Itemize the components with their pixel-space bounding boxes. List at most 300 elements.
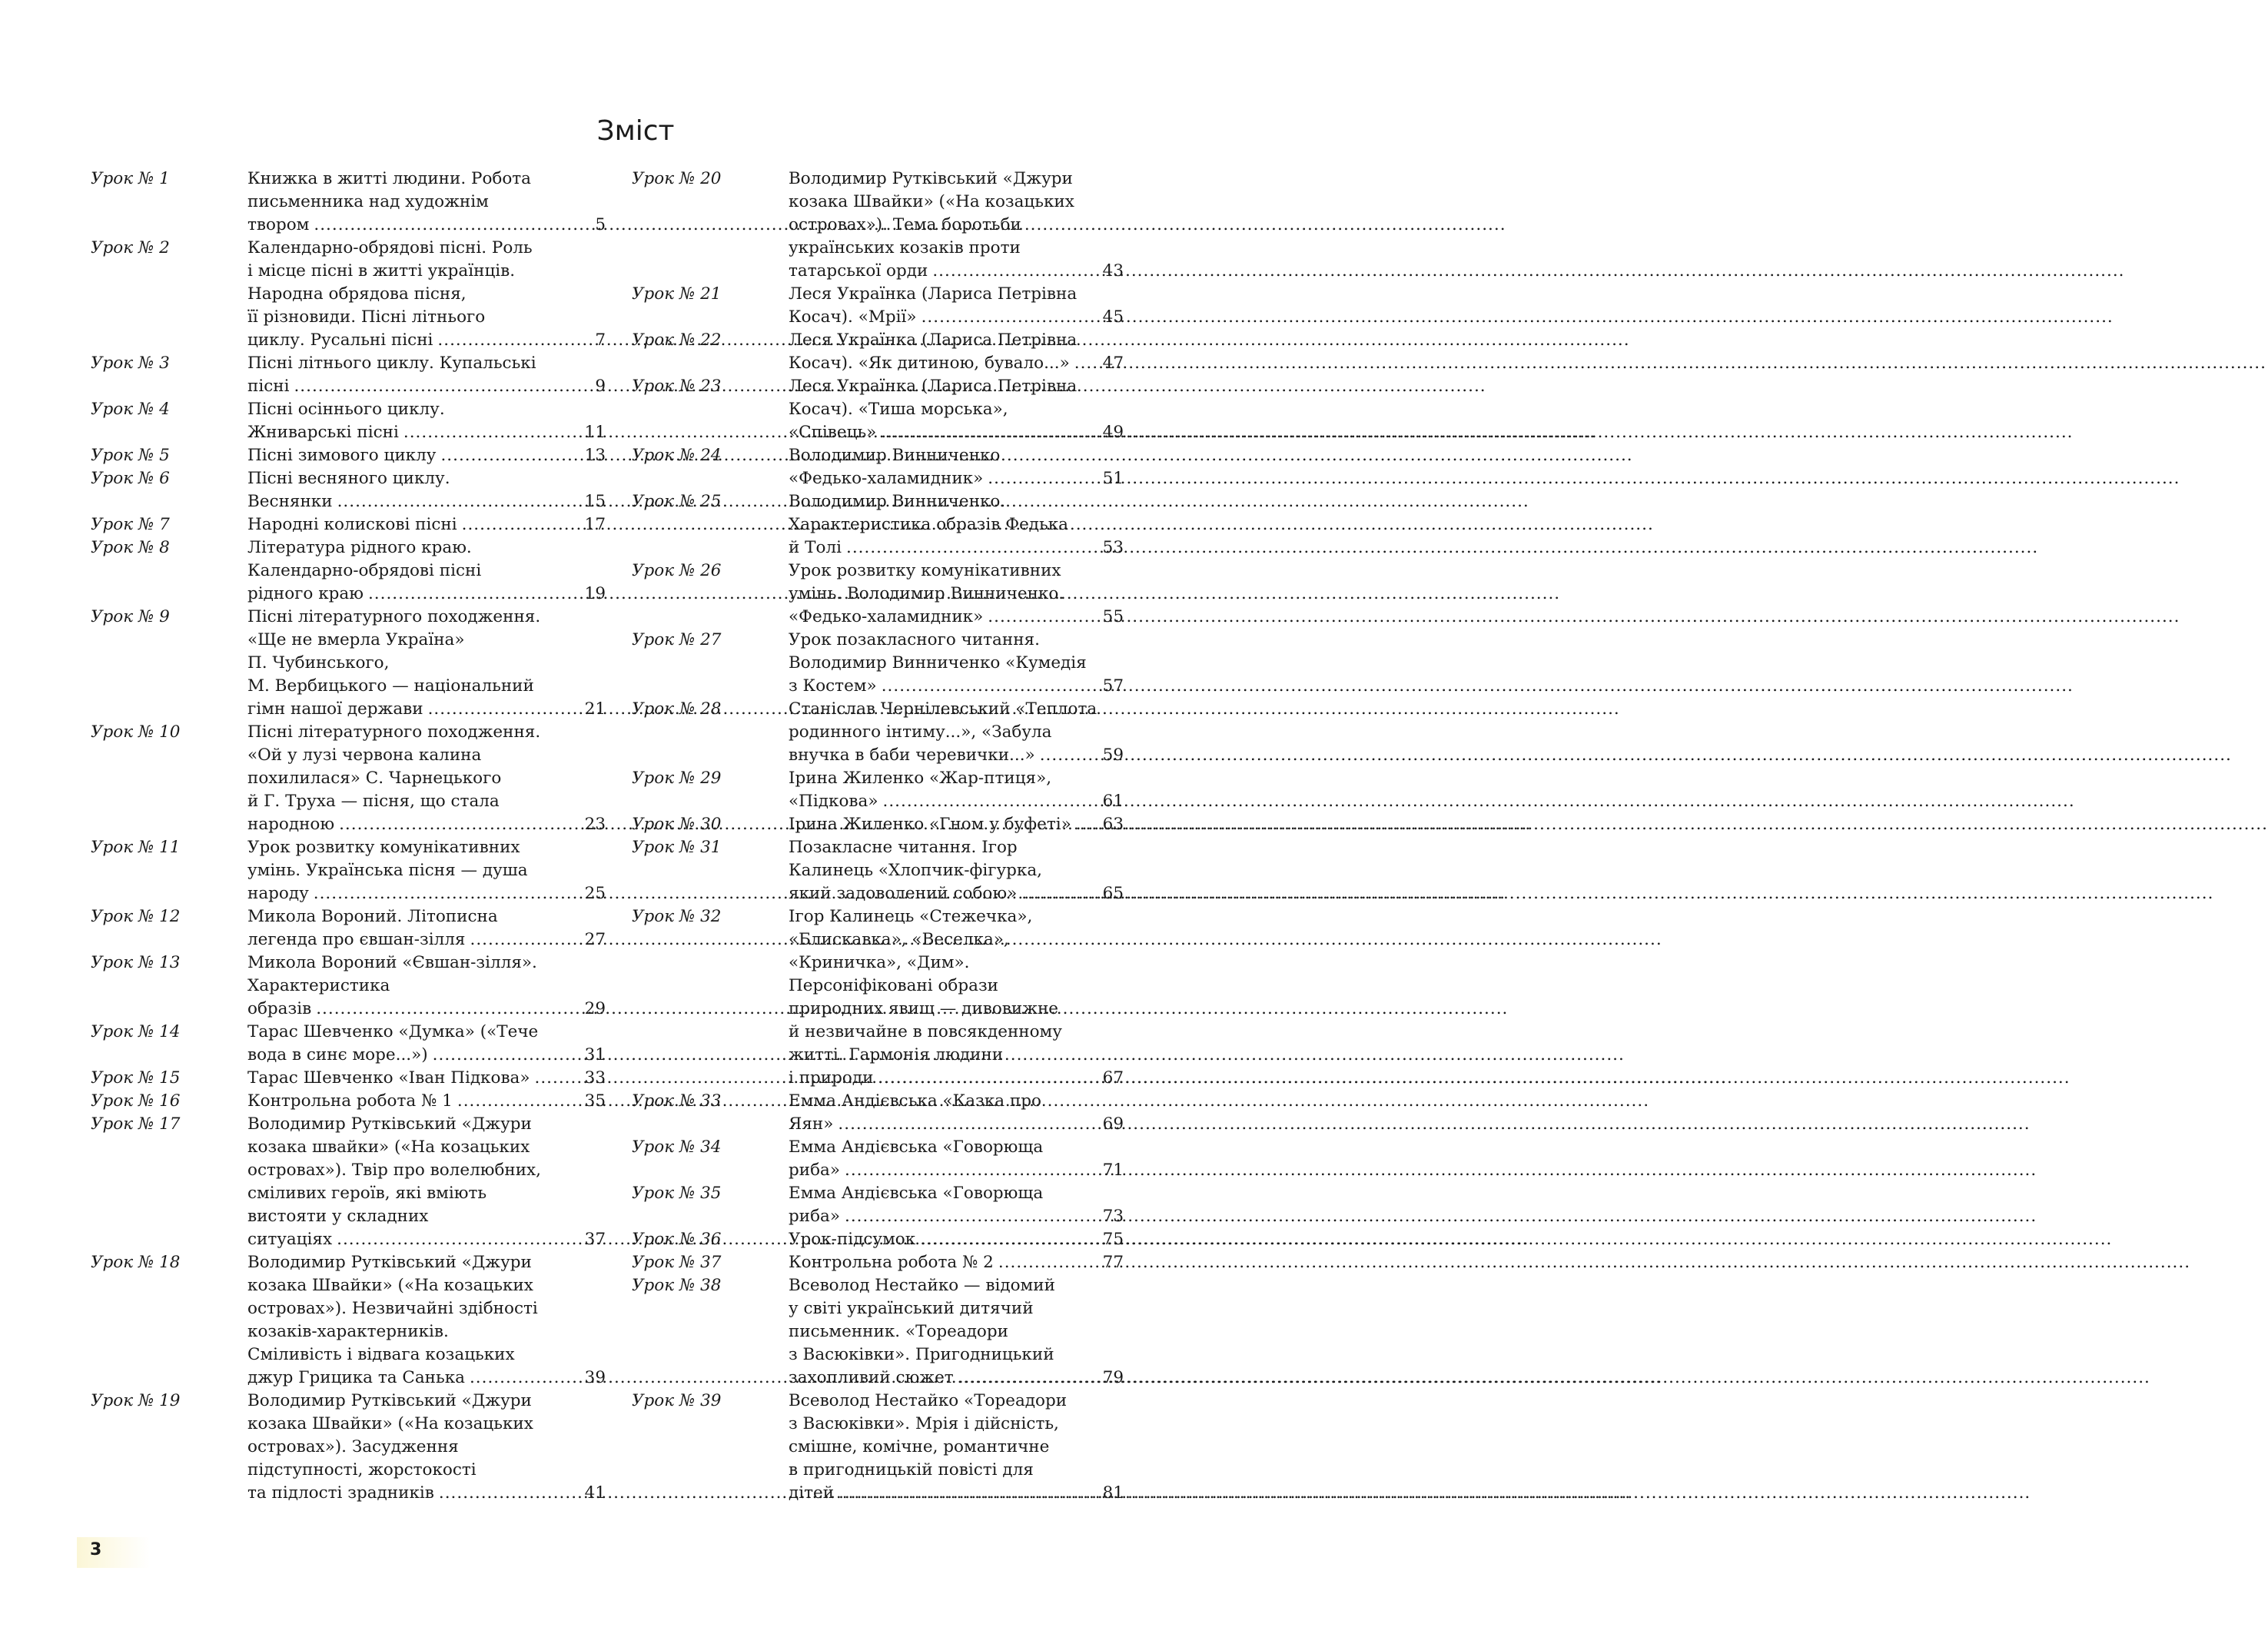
page-ref[interactable]: 11 <box>584 423 606 442</box>
toc-entry[interactable] <box>91 721 606 836</box>
topic-line: Володимир Рутківський «Джури <box>247 1253 532 1272</box>
topic-line: легенда про євшан-зілля <box>247 930 466 949</box>
topic-line: М. Вербицького — національний <box>247 676 534 696</box>
lesson-number: Урок № 13 <box>91 953 181 972</box>
topic-line: рідного краю <box>247 584 364 603</box>
dot-leader <box>845 1159 1098 1182</box>
lesson-topic <box>789 905 1124 1090</box>
lesson-number: Урок № 6 <box>91 469 170 488</box>
topic-line: природних явищ — дивовижне <box>789 999 1059 1018</box>
dot-leader <box>920 1228 1097 1251</box>
topic-line: Микола Вороний «Євшан-зілля». <box>247 953 537 972</box>
toc-entry[interactable] <box>632 813 1124 836</box>
topic-line: Леся Українка (Лариса Петрівна <box>789 377 1078 396</box>
topic-line: похилилася» С. Чарнецького <box>247 769 502 788</box>
topic-line: Володимир Рутківський «Джури <box>247 1391 532 1410</box>
topic-line: риба» <box>789 1161 841 1180</box>
topic-line: Володимир Винниченко. <box>789 492 1006 511</box>
topic-line: Емма Андієвська «Казка про <box>789 1091 1041 1111</box>
toc-entry[interactable] <box>632 698 1124 767</box>
page-ref[interactable]: 61 <box>1102 792 1124 811</box>
topic-line: Книжка в житті людини. Робота <box>247 169 531 188</box>
topic-line: Пісні літературного походження. <box>247 722 541 742</box>
topic-line: Ірина Жиленко «Жар-птиця», <box>789 769 1052 788</box>
lesson-number: Урок № 10 <box>91 722 181 742</box>
toc-left-column <box>91 168 606 1505</box>
dot-leader <box>314 214 590 237</box>
topic-last-line <box>247 882 606 905</box>
topic-line: «Ще не вмерла Україна» <box>247 630 465 649</box>
lesson-number: Урок № 29 <box>632 769 722 788</box>
topic-last-line <box>789 467 1124 490</box>
topic-last-line <box>789 1113 1124 1136</box>
topic-last-line <box>789 421 1124 444</box>
topic-last-line <box>789 1482 1124 1505</box>
topic-line: Леся Українка (Лариса Петрівна <box>789 284 1078 304</box>
topic-line: у світі український дитячий <box>789 1299 1034 1318</box>
topic-line: народною <box>247 815 335 834</box>
page-ref[interactable]: 41 <box>584 1483 606 1503</box>
dot-leader <box>470 1367 580 1390</box>
lesson-number: Урок № 15 <box>91 1068 181 1088</box>
lesson-topic <box>247 1090 606 1113</box>
toc-entry[interactable] <box>91 467 606 513</box>
topic-last-line <box>247 998 606 1021</box>
topic-line: Леся Українка (Лариса Петрівна <box>789 330 1078 350</box>
topic-line: Станіслав Чернілевський «Теплота <box>789 699 1097 719</box>
toc-entry[interactable] <box>632 1274 1124 1390</box>
topic-line: Пісні зимового циклу <box>247 446 437 465</box>
page-ref[interactable]: 17 <box>584 515 606 534</box>
dot-leader <box>433 1044 580 1067</box>
page-ref[interactable]: 29 <box>584 999 606 1018</box>
topic-last-line <box>789 1251 1124 1274</box>
dot-leader <box>882 675 1098 698</box>
dot-leader <box>294 375 590 398</box>
lesson-topic <box>789 813 1124 836</box>
toc-entry[interactable] <box>91 1067 606 1090</box>
topic-last-line <box>789 260 1124 283</box>
topic-line: Косач). «Як дитиною, бувало...» <box>789 354 1070 373</box>
dot-leader <box>440 444 579 467</box>
topic-line: Характеристика образів Федька <box>789 515 1068 534</box>
topic-line: Яян» <box>789 1114 834 1134</box>
topic-line: з Васюківки». Пригодницький <box>789 1345 1054 1364</box>
lesson-number: Урок № 14 <box>91 1022 181 1041</box>
page-ref[interactable]: 73 <box>1102 1207 1124 1226</box>
lesson-topic <box>247 513 606 536</box>
lesson-number: Урок № 16 <box>91 1091 181 1111</box>
topic-last-line <box>789 306 1124 329</box>
topic-line: козака Швайки» («На козацьких <box>247 1276 533 1295</box>
toc-entry[interactable] <box>91 1090 606 1113</box>
topic-last-line <box>789 790 1124 813</box>
toc-entry[interactable] <box>91 536 606 606</box>
topic-last-line <box>789 675 1124 698</box>
lesson-number: Урок № 22 <box>632 330 722 350</box>
topic-line: Тарас Шевченко «Думка» («Тече <box>247 1022 539 1041</box>
page-ref[interactable]: 45 <box>1102 307 1124 327</box>
topic-line: твором <box>247 215 310 234</box>
topic-line: татарської орди <box>789 261 928 281</box>
page-ref[interactable]: 65 <box>1102 884 1124 903</box>
toc-entry[interactable] <box>91 1390 606 1505</box>
topic-line: Характеристика <box>247 976 390 995</box>
toc-entry[interactable] <box>91 398 606 444</box>
topic-line: Позакласне читання. Ігор <box>789 838 1018 857</box>
lesson-number: Урок № 17 <box>91 1114 181 1134</box>
lesson-topic <box>789 1090 1124 1136</box>
toc-entry[interactable] <box>91 1113 606 1251</box>
topic-line: пісні <box>247 377 290 396</box>
lesson-number: Урок № 1 <box>91 169 170 188</box>
dot-leader <box>470 928 580 952</box>
toc-entry[interactable] <box>91 606 606 721</box>
toc-entry[interactable] <box>632 1251 1124 1274</box>
dot-leader <box>838 1482 1098 1505</box>
toc-entry[interactable] <box>632 1182 1124 1228</box>
lesson-number: Урок № 19 <box>91 1391 181 1410</box>
toc-entry[interactable] <box>91 513 606 536</box>
dot-leader <box>1040 744 1098 767</box>
lesson-number: Урок № 8 <box>91 538 170 557</box>
topic-last-line <box>247 329 606 352</box>
lesson-number: Урок № 9 <box>91 607 170 626</box>
topic-line: і природи <box>789 1068 874 1088</box>
topic-line: Контрольна робота № 1 <box>247 1091 453 1111</box>
topic-line: островах»). Тема боротьби <box>789 215 1021 234</box>
topic-line: Урок-підсумок <box>789 1230 916 1249</box>
lesson-number: Урок № 36 <box>632 1230 722 1249</box>
topic-line: Календарно-обрядові пісні <box>247 561 482 580</box>
page-ref[interactable]: 51 <box>1102 469 1124 488</box>
page-ref[interactable]: 7 <box>595 330 606 350</box>
topic-line: дітей <box>789 1483 835 1503</box>
toc-entry[interactable] <box>91 952 606 1021</box>
lesson-number: Урок № 20 <box>632 169 722 188</box>
topic-line: риба» <box>789 1207 841 1226</box>
topic-line: письменника над художнім <box>247 192 489 211</box>
topic-line: Пісні осіннього циклу. <box>247 400 445 419</box>
page-ref[interactable]: 33 <box>584 1068 606 1088</box>
topic-line: «Федько-халамидник» <box>789 469 984 488</box>
lesson-topic <box>789 1136 1124 1182</box>
topic-last-line <box>247 214 606 237</box>
topic-line: Володимир Рутківський «Джури <box>789 169 1073 188</box>
toc-entry[interactable] <box>632 444 1124 490</box>
dot-leader <box>437 329 590 352</box>
topic-line: підступності, жорстокості <box>247 1460 477 1480</box>
lesson-topic <box>789 375 1124 444</box>
lesson-number: Урок № 3 <box>91 354 170 373</box>
toc-entry[interactable] <box>632 905 1124 1090</box>
topic-line: козака Швайки» («На козацьких <box>789 192 1074 211</box>
topic-line: ситуаціях <box>247 1230 333 1249</box>
lesson-topic <box>789 560 1124 629</box>
page-ref[interactable]: 5 <box>595 215 606 234</box>
topic-line: Косач). «Мрії» <box>789 307 917 327</box>
toc-entry[interactable] <box>632 490 1124 560</box>
lesson-number: Урок № 21 <box>632 284 722 304</box>
dot-leader <box>1021 882 1097 905</box>
page-ref[interactable]: 23 <box>584 815 606 834</box>
page-ref[interactable]: 67 <box>1102 1068 1124 1088</box>
topic-line: Персоніфіковані образи <box>789 976 999 995</box>
lesson-topic <box>247 536 606 606</box>
dot-leader <box>316 998 579 1021</box>
topic-last-line <box>247 375 606 398</box>
topic-line: її різновиди. Пісні літнього <box>247 307 486 327</box>
page-ref[interactable]: 55 <box>1102 607 1124 626</box>
topic-last-line <box>789 882 1124 905</box>
topic-line: Емма Андієвська «Говорюща <box>789 1184 1044 1203</box>
lesson-topic <box>247 398 606 444</box>
topic-last-line <box>789 1205 1124 1228</box>
toc-entry[interactable] <box>91 1021 606 1067</box>
page-ref[interactable]: 43 <box>1102 261 1124 281</box>
toc-entry[interactable] <box>632 168 1124 283</box>
dot-leader <box>882 790 1097 813</box>
lesson-number: Урок № 5 <box>91 446 170 465</box>
page-ref[interactable]: 77 <box>1102 1253 1124 1272</box>
toc-entry[interactable] <box>632 1228 1124 1251</box>
lesson-topic <box>247 1251 606 1390</box>
topic-line: «Ой у лузі червона калина <box>247 746 482 765</box>
topic-line: Микола Вороний. Літописна <box>247 907 498 926</box>
topic-last-line <box>247 1044 606 1067</box>
lesson-topic <box>247 1113 606 1251</box>
dot-leader <box>337 1228 580 1251</box>
topic-line: джур Грицика та Санька <box>247 1368 465 1387</box>
topic-line: та підлості зрадників <box>247 1483 434 1503</box>
toc-entry[interactable] <box>632 560 1124 629</box>
page-ref[interactable]: 53 <box>1102 538 1124 557</box>
topic-line: Пісні літературного походження. <box>247 607 541 626</box>
topic-line: родинного інтиму...», «Забула <box>789 722 1052 742</box>
page-ref[interactable]: 63 <box>1102 815 1124 834</box>
page-ref[interactable]: 35 <box>584 1091 606 1111</box>
lesson-number: Урок № 35 <box>632 1184 722 1203</box>
lesson-topic <box>247 444 606 467</box>
topic-line: й незвичайне в повсякденному <box>789 1022 1062 1041</box>
topic-line: «Підкова» <box>789 792 878 811</box>
lesson-topic <box>789 1228 1124 1251</box>
toc-entry[interactable] <box>91 836 606 905</box>
lesson-topic <box>247 352 606 398</box>
lesson-topic <box>789 283 1124 329</box>
toc-entry[interactable] <box>632 1390 1124 1505</box>
topic-last-line <box>247 1367 606 1390</box>
topic-line: житті. Гармонія людини <box>789 1045 1004 1064</box>
page-ref[interactable]: 39 <box>584 1368 606 1387</box>
lesson-topic <box>247 606 606 721</box>
topic-line: островах»). Незвичайні здібності <box>247 1299 538 1318</box>
topic-line: Всеволод Нестайко «Тореадори <box>789 1391 1068 1410</box>
topic-line: з Васюківки». Мрія і дійсність, <box>789 1414 1059 1433</box>
dot-leader <box>921 306 1098 329</box>
page-ref[interactable]: 81 <box>1102 1483 1124 1503</box>
page-ref[interactable]: 59 <box>1102 746 1124 765</box>
dot-leader <box>314 882 580 905</box>
topic-last-line <box>247 1482 606 1505</box>
lesson-topic <box>247 1067 606 1090</box>
toc-entry[interactable] <box>632 629 1124 698</box>
topic-line: козаків-характерників. <box>247 1322 449 1341</box>
topic-last-line <box>247 490 606 513</box>
lesson-topic <box>789 698 1124 767</box>
topic-last-line <box>247 513 606 536</box>
dot-leader <box>878 1067 1097 1090</box>
toc-entry[interactable] <box>91 237 606 352</box>
lesson-topic <box>789 629 1124 698</box>
topic-last-line <box>247 928 606 952</box>
page-ref[interactable]: 19 <box>584 584 606 603</box>
topic-line: «Федько-халамидник» <box>789 607 984 626</box>
topic-line: Пісні літнього циклу. Купальські <box>247 354 536 373</box>
toc-entry[interactable] <box>632 836 1124 905</box>
toc-entry[interactable] <box>91 352 606 398</box>
topic-line: народу <box>247 884 309 903</box>
lesson-number: Урок № 23 <box>632 377 722 396</box>
dot-leader <box>428 698 580 721</box>
topic-line: Календарно-обрядові пісні. Роль <box>247 238 533 257</box>
dot-leader <box>403 421 580 444</box>
topic-line: козака швайки» («На козацьких <box>247 1137 530 1157</box>
topic-line: й Г. Труха — пісня, що стала <box>247 792 500 811</box>
topic-line: захопливий сюжет <box>789 1368 954 1387</box>
page-ref[interactable]: 75 <box>1102 1230 1124 1249</box>
lesson-number: Урок № 24 <box>632 446 722 465</box>
topic-line: Володимир Рутківський «Джури <box>247 1114 532 1134</box>
topic-line: Ігор Калинець «Стежечка», <box>789 907 1033 926</box>
page-ref[interactable]: 49 <box>1102 423 1124 442</box>
topic-last-line <box>789 352 1124 375</box>
dot-leader <box>339 813 580 836</box>
topic-line: Народна обрядова пісня, <box>247 284 467 304</box>
page-ref[interactable]: 27 <box>584 930 606 949</box>
lesson-topic <box>247 952 606 1021</box>
lesson-number: Урок № 33 <box>632 1091 722 1111</box>
lesson-topic <box>247 168 606 237</box>
topic-line: «Блискавка», «Веселка», <box>789 930 1009 949</box>
lesson-number: Урок № 18 <box>91 1253 181 1272</box>
lesson-topic <box>247 905 606 952</box>
topic-line: Всеволод Нестайко — відомий <box>789 1276 1055 1295</box>
page-ref[interactable]: 13 <box>584 446 606 465</box>
lesson-topic <box>247 836 606 905</box>
topic-last-line <box>789 813 1124 836</box>
topic-last-line <box>789 1067 1124 1090</box>
dot-leader <box>988 606 1097 629</box>
topic-line: Веснянки <box>247 492 333 511</box>
topic-line: й Толі <box>789 538 842 557</box>
lesson-number: Урок № 7 <box>91 515 170 534</box>
toc-entry[interactable] <box>91 1251 606 1390</box>
lesson-number: Урок № 39 <box>632 1391 722 1410</box>
page-ref[interactable]: 47 <box>1102 354 1124 373</box>
topic-last-line <box>247 1067 606 1090</box>
lesson-number: Урок № 11 <box>91 838 181 857</box>
lesson-number: Урок № 4 <box>91 400 170 419</box>
dot-leader <box>881 421 1097 444</box>
toc-entry[interactable] <box>632 329 1124 375</box>
toc-entry[interactable] <box>632 1136 1124 1182</box>
topic-last-line <box>789 536 1124 560</box>
topic-line: в пригодницькій повісті для <box>789 1460 1034 1480</box>
toc-entry[interactable] <box>632 375 1124 444</box>
topic-line: Народні колискові пісні <box>247 515 457 534</box>
topic-line: Володимир Винниченко «Кумедія <box>789 653 1087 673</box>
toc-entry[interactable] <box>91 168 606 237</box>
lesson-topic <box>247 1390 606 1505</box>
topic-line: Урок розвитку комунікативних <box>247 838 520 857</box>
page-ref[interactable]: 79 <box>1102 1368 1124 1387</box>
dot-leader <box>845 1205 1098 1228</box>
toc-entry[interactable] <box>632 283 1124 329</box>
topic-last-line <box>789 1159 1124 1182</box>
topic-line: Емма Андієвська «Говорюща <box>789 1137 1044 1157</box>
toc-entry[interactable] <box>91 444 606 467</box>
topic-line: сміливих героїв, які вміють <box>247 1184 487 1203</box>
page-ref[interactable]: 15 <box>584 492 606 511</box>
dot-leader <box>337 490 580 513</box>
page-ref[interactable]: 25 <box>584 884 606 903</box>
dot-leader <box>1074 352 1098 375</box>
topic-line: українських козаків проти <box>789 238 1021 257</box>
lesson-topic <box>789 168 1124 283</box>
dot-leader <box>988 467 1097 490</box>
topic-line: Володимир Винниченко <box>789 446 1001 465</box>
lesson-topic <box>789 836 1124 905</box>
topic-line: гімн нашої держави <box>247 699 423 719</box>
topic-line: П. Чубинського, <box>247 653 390 673</box>
dot-leader <box>932 260 1097 283</box>
lesson-number: Урок № 30 <box>632 815 722 834</box>
toc-entry[interactable] <box>632 1090 1124 1136</box>
page-ref[interactable]: 71 <box>1102 1161 1124 1180</box>
toc-entry[interactable] <box>91 905 606 952</box>
page-ref[interactable]: 9 <box>595 377 606 396</box>
lesson-topic <box>789 1274 1124 1390</box>
lesson-topic <box>789 1390 1124 1505</box>
lesson-number: Урок № 25 <box>632 492 722 511</box>
dot-leader <box>439 1482 580 1505</box>
topic-line: який задоволений собою» <box>789 884 1018 903</box>
page-ref[interactable]: 69 <box>1102 1114 1124 1134</box>
topic-last-line <box>247 698 606 721</box>
lesson-number: Урок № 2 <box>91 238 170 257</box>
topic-last-line <box>247 1228 606 1251</box>
page-ref[interactable]: 37 <box>584 1230 606 1249</box>
topic-line: Урок розвитку комунікативних <box>789 561 1061 580</box>
topic-line: Сміливість і відвага козацьких <box>247 1345 515 1364</box>
lesson-topic <box>789 1251 1124 1274</box>
page-ref[interactable]: 31 <box>584 1045 606 1064</box>
topic-line: вода в синє море...») <box>247 1045 428 1064</box>
page-ref[interactable]: 57 <box>1102 676 1124 696</box>
dot-leader <box>998 1251 1098 1274</box>
toc-entry[interactable] <box>632 767 1124 813</box>
topic-line: островах»). Твір про волелюбних, <box>247 1161 542 1180</box>
page-ref[interactable]: 21 <box>584 699 606 719</box>
toc-right-column <box>632 168 1124 1505</box>
lesson-number: Урок № 12 <box>91 907 181 926</box>
dot-leader <box>958 1367 1098 1390</box>
topic-line: Ірина Жиленко «Гном у буфеті» <box>789 815 1071 834</box>
topic-last-line <box>247 1090 606 1113</box>
dot-leader <box>535 1067 580 1090</box>
topic-line: образів <box>247 999 312 1018</box>
